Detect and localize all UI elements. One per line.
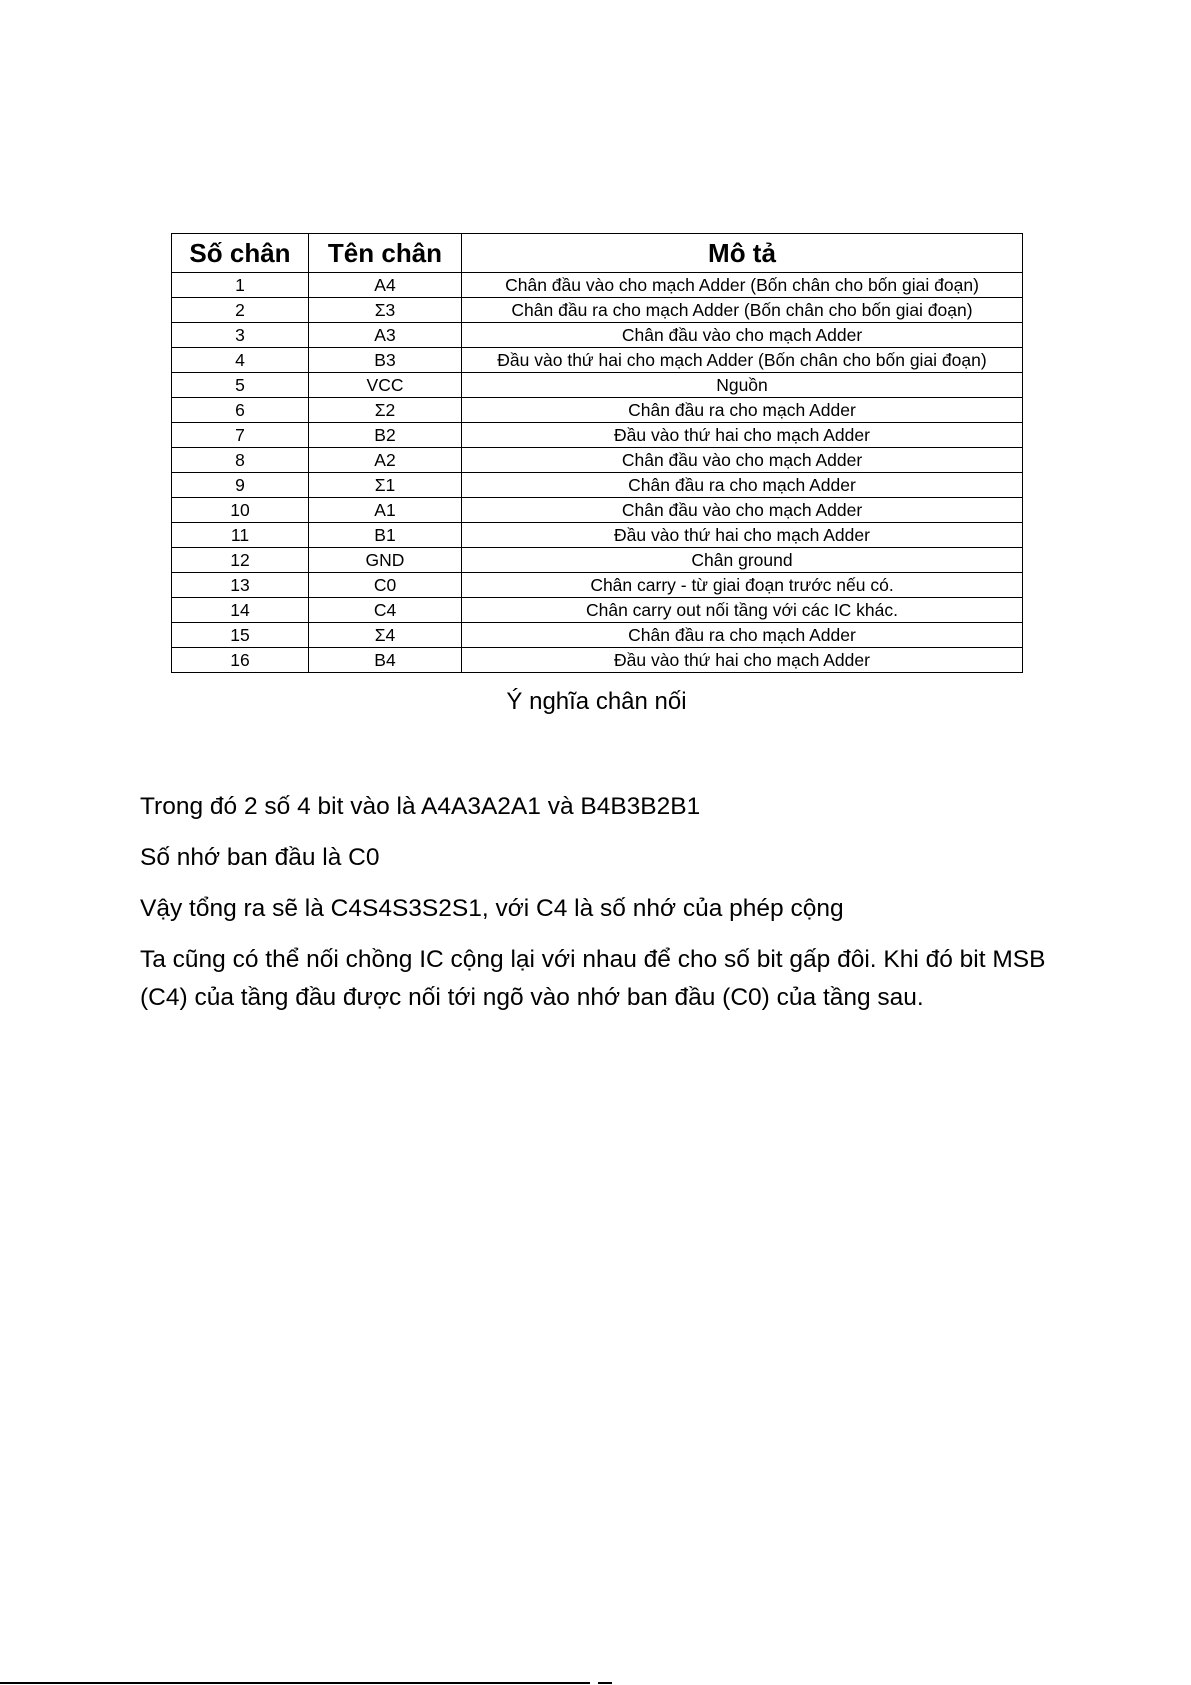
cell-pin-number: 14 bbox=[172, 598, 309, 623]
cell-pin-name: A2 bbox=[309, 448, 462, 473]
cell-pin-description: Chân đầu vào cho mạch Adder bbox=[462, 498, 1023, 523]
cell-pin-description: Chân đầu vào cho mạch Adder (Bốn chân cho bốn giai đoạn) bbox=[462, 273, 1023, 298]
cell-pin-description: Nguồn bbox=[462, 373, 1023, 398]
cell-pin-name: A1 bbox=[309, 498, 462, 523]
table-row bbox=[172, 623, 1023, 648]
table-caption: Ý nghĩa chân nối bbox=[506, 688, 687, 715]
footnote-separator-tail bbox=[598, 1682, 612, 1684]
cell-pin-number: 5 bbox=[172, 373, 309, 398]
cell-pin-name: B3 bbox=[309, 348, 462, 373]
cell-pin-number: 13 bbox=[172, 573, 309, 598]
table-row bbox=[172, 498, 1023, 523]
cell-pin-name: C4 bbox=[309, 598, 462, 623]
cell-pin-description: Đầu vào thứ hai cho mạch Adder bbox=[462, 523, 1023, 548]
table-row bbox=[172, 648, 1023, 673]
table-row bbox=[172, 548, 1023, 573]
cell-pin-name: Σ4 bbox=[309, 623, 462, 648]
cell-pin-number: 9 bbox=[172, 473, 309, 498]
cell-pin-description: Đầu vào thứ hai cho mạch Adder bbox=[462, 423, 1023, 448]
table-row bbox=[172, 348, 1023, 373]
header-description: Mô tả bbox=[462, 234, 1023, 273]
cell-pin-name: B1 bbox=[309, 523, 462, 548]
table-row bbox=[172, 298, 1023, 323]
cell-pin-number: 3 bbox=[172, 323, 309, 348]
table-row bbox=[172, 273, 1023, 298]
header-pin-name: Tên chân bbox=[309, 234, 462, 273]
cell-pin-number: 12 bbox=[172, 548, 309, 573]
cell-pin-number: 11 bbox=[172, 523, 309, 548]
cell-pin-description: Chân đầu ra cho mạch Adder bbox=[462, 398, 1023, 423]
cell-pin-name: GND bbox=[309, 548, 462, 573]
cell-pin-description: Chân đầu ra cho mạch Adder bbox=[462, 623, 1023, 648]
cell-pin-description: Chân carry out nối tầng với các IC khác. bbox=[462, 598, 1023, 623]
cell-pin-number: 8 bbox=[172, 448, 309, 473]
table-row bbox=[172, 398, 1023, 423]
paragraph-initial-carry: Số nhớ ban đầu là C0 bbox=[140, 844, 380, 871]
cell-pin-description: Đầu vào thứ hai cho mạch Adder bbox=[462, 648, 1023, 673]
table-row bbox=[172, 523, 1023, 548]
cell-pin-description: Chân đầu vào cho mạch Adder bbox=[462, 448, 1023, 473]
table-row bbox=[172, 448, 1023, 473]
cell-pin-number: 6 bbox=[172, 398, 309, 423]
cell-pin-name: VCC bbox=[309, 373, 462, 398]
pin-description-table bbox=[171, 233, 1023, 673]
cell-pin-name: Σ1 bbox=[309, 473, 462, 498]
table-row bbox=[172, 473, 1023, 498]
footnote-separator bbox=[0, 1682, 590, 1684]
header-pin-number: Số chân bbox=[172, 234, 309, 273]
paragraph-cascading: Ta cũng có thể nối chồng IC cộng lại với nhau để cho số bit gấp đôi. Khi đó bit MSB (C4) của tầng đầu được nối tới ngõ vào nhớ ban đầu (C0) của tầng sau. bbox=[140, 946, 1046, 1011]
cell-pin-number: 10 bbox=[172, 498, 309, 523]
table-row bbox=[172, 323, 1023, 348]
cell-pin-name: B2 bbox=[309, 423, 462, 448]
table-header-row bbox=[172, 234, 1023, 273]
cell-pin-name: C0 bbox=[309, 573, 462, 598]
paragraph-inputs: Trong đó 2 số 4 bit vào là A4A3A2A1 và B4B3B2B1 bbox=[140, 793, 701, 820]
cell-pin-number: 7 bbox=[172, 423, 309, 448]
cell-pin-description: Chân ground bbox=[462, 548, 1023, 573]
table-row bbox=[172, 598, 1023, 623]
table-row bbox=[172, 373, 1023, 398]
table-row bbox=[172, 423, 1023, 448]
paragraph-sum-output: Vậy tổng ra sẽ là C4S4S3S2S1, với C4 là số nhớ của phép cộng bbox=[140, 895, 844, 922]
table-row bbox=[172, 573, 1023, 598]
cell-pin-name: A3 bbox=[309, 323, 462, 348]
cell-pin-description: Chân đầu ra cho mạch Adder bbox=[462, 473, 1023, 498]
cell-pin-name: Σ2 bbox=[309, 398, 462, 423]
cell-pin-name: Σ3 bbox=[309, 298, 462, 323]
cell-pin-number: 15 bbox=[172, 623, 309, 648]
cell-pin-description: Chân đầu ra cho mạch Adder (Bốn chân cho bốn giai đoạn) bbox=[462, 298, 1023, 323]
cell-pin-name: A4 bbox=[309, 273, 462, 298]
cell-pin-description: Chân đầu vào cho mạch Adder bbox=[462, 323, 1023, 348]
cell-pin-number: 2 bbox=[172, 298, 309, 323]
cell-pin-name: B4 bbox=[309, 648, 462, 673]
cell-pin-description: Chân carry - từ giai đoạn trước nếu có. bbox=[462, 573, 1023, 598]
cell-pin-number: 16 bbox=[172, 648, 309, 673]
cell-pin-description: Đầu vào thứ hai cho mạch Adder (Bốn chân cho bốn giai đoạn) bbox=[462, 348, 1023, 373]
cell-pin-number: 4 bbox=[172, 348, 309, 373]
cell-pin-number: 1 bbox=[172, 273, 309, 298]
